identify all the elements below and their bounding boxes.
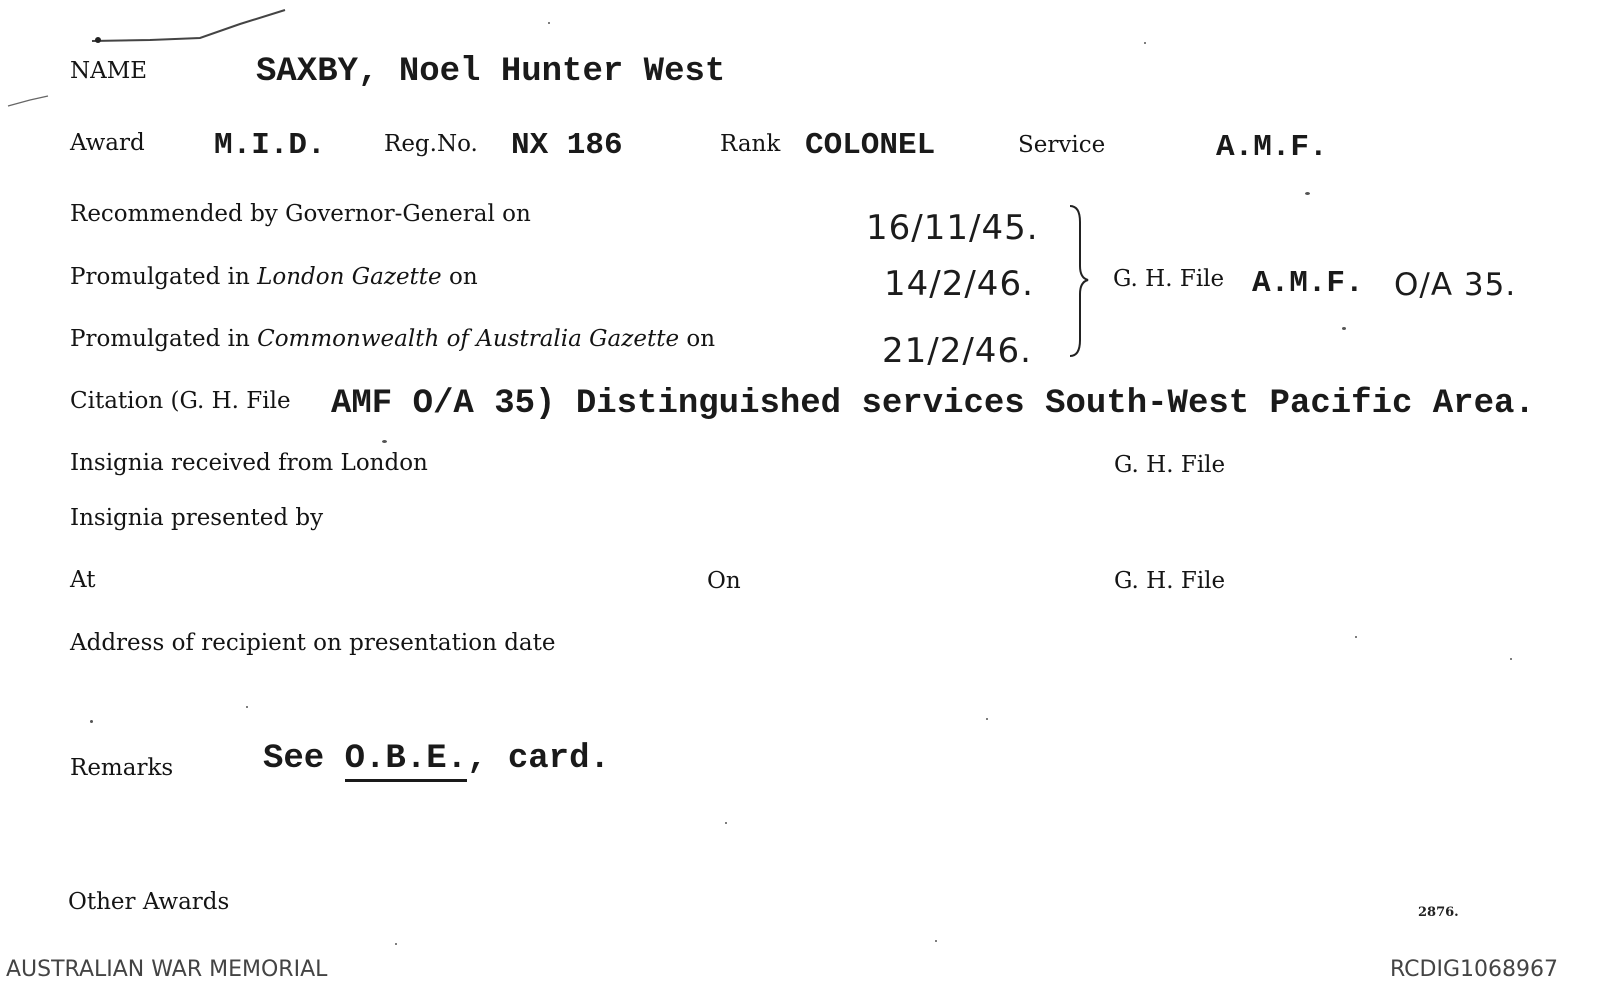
brace — [1062, 202, 1092, 362]
name-label: NAME — [70, 58, 148, 84]
speck — [1144, 42, 1146, 44]
award-value: M.I.D. — [214, 128, 326, 163]
regno-label: Reg.No. — [384, 131, 478, 157]
rank-value: COLONEL — [805, 128, 936, 163]
citation-label: Citation (G. H. File — [70, 388, 291, 414]
regno-value: NX 186 — [511, 128, 623, 163]
speck — [725, 822, 727, 824]
service-label: Service — [1018, 132, 1106, 158]
address-label: Address of recipient on presentation date — [70, 630, 556, 656]
speck — [548, 22, 550, 24]
gh-file-ref-1: O/A 35. — [1394, 267, 1517, 303]
speck — [1510, 658, 1512, 660]
footer-institution: AUSTRALIAN WAR MEMORIAL — [6, 957, 328, 982]
on-label: On — [707, 568, 741, 594]
speck — [1342, 327, 1346, 330]
recommended-date: 16/11/45. — [866, 208, 1039, 248]
other-awards-label: Other Awards — [68, 889, 230, 915]
london-gazette-date: 14/2/46. — [884, 264, 1034, 304]
remarks-underlined-ref: O.B.E. — [345, 740, 467, 782]
award-label: Award — [70, 130, 145, 156]
speck — [382, 440, 387, 443]
at-label: At — [70, 567, 96, 593]
pen-scribble — [0, 0, 300, 120]
speck — [395, 943, 397, 945]
speck — [1305, 192, 1310, 195]
remarks-value: See O.B.E., card. — [263, 742, 610, 776]
insignia-received-label: Insignia received from London — [70, 450, 428, 476]
gh-file-label-3: G. H. File — [1114, 568, 1226, 594]
gh-file-label-1: G. H. File — [1113, 266, 1225, 292]
recommended-label: Recommended by Governor-General on — [70, 201, 531, 227]
insignia-presented-label: Insignia presented by — [70, 505, 324, 531]
form-number: 2876. — [1418, 905, 1459, 920]
commonwealth-gazette-label: Promulgated in Commonwealth of Australia Gazette on — [70, 326, 716, 352]
name-value: SAXBY, Noel Hunter West — [256, 53, 726, 91]
commonwealth-gazette-date: 21/2/46. — [882, 331, 1032, 371]
speck — [1355, 636, 1357, 638]
remarks-label: Remarks — [70, 755, 174, 781]
gh-file-value-1: A.M.F. — [1252, 266, 1364, 301]
gh-file-label-2: G. H. File — [1114, 452, 1226, 478]
service-value: A.M.F. — [1216, 130, 1328, 165]
speck — [246, 706, 248, 708]
speck — [935, 940, 937, 942]
speck — [90, 720, 93, 723]
speck — [986, 718, 988, 720]
citation-text: AMF O/A 35) Distinguished services South-West Pacific Area. — [331, 385, 1535, 423]
footer-record-id: RCDIG1068967 — [1389, 957, 1558, 982]
rank-label: Rank — [720, 131, 781, 157]
london-gazette-label: Promulgated in London Gazette on — [70, 264, 478, 290]
